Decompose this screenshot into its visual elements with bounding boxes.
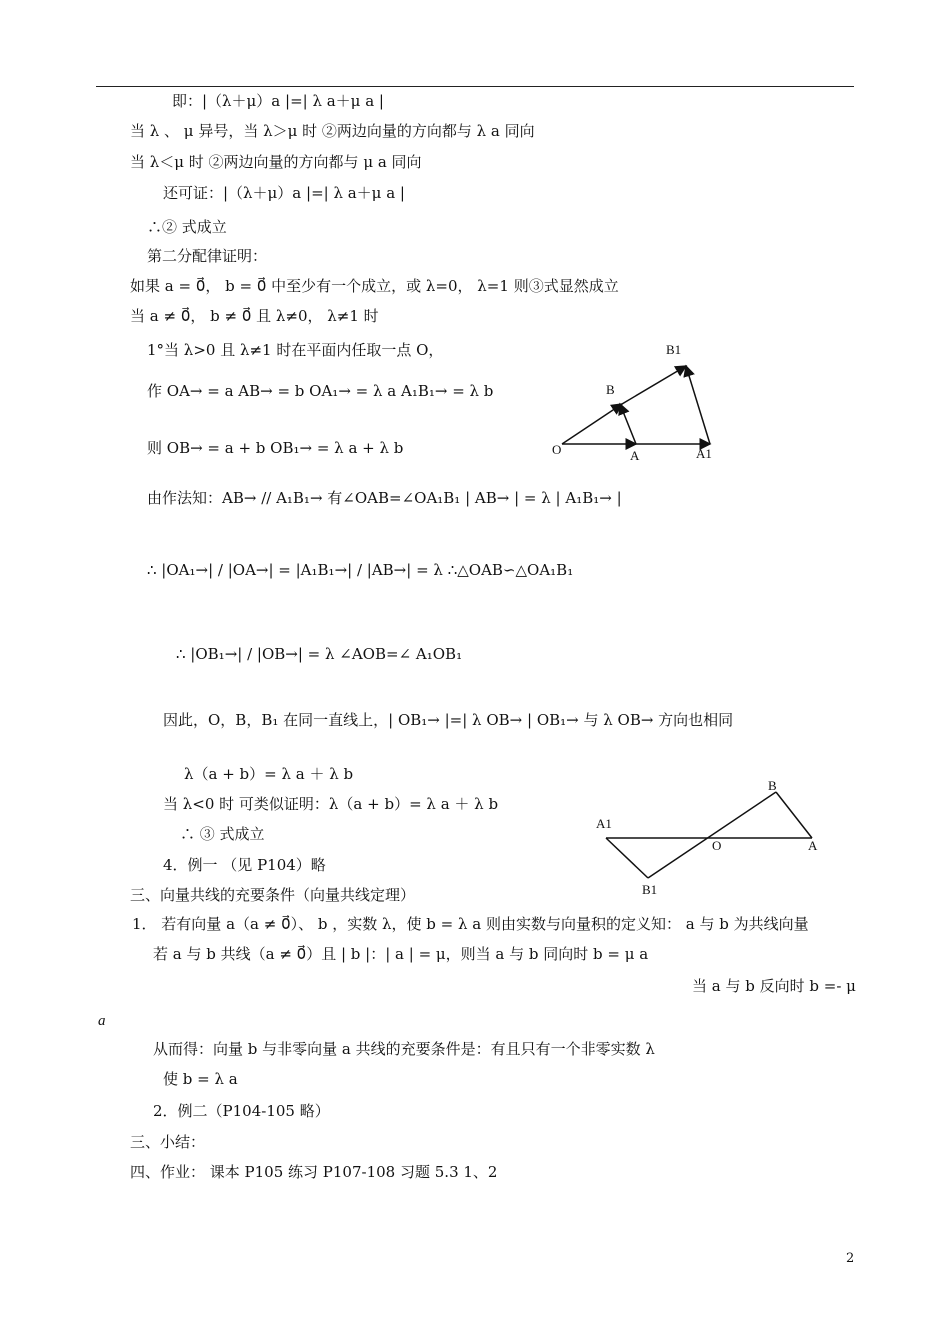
text-line-4: 还可证：|（λ＋μ）a |=| λ a＋μ a | [163,184,405,202]
header-rule [96,86,854,87]
label-a1: A1 [696,446,712,461]
text-line-21: 1． 若有向量 a（a ≠ 0⃗）、 b ，实数 λ，使 b = λ a 则由实数与向量积的定义知： a 与 b 为共线向量 [132,915,809,933]
figure-triangle-negative [590,778,830,902]
text-line-6: 第二分配律证明： [147,247,268,265]
text-line-3: 当 λ＜μ 时 ②两边向量的方向都与 μ a 同向 [130,153,422,171]
vector-a1b1 [686,366,710,444]
text-line-25: 从而得：向量 b 与非零向量 a 共线的充要条件是：有且只有一个非零实数 λ [153,1040,655,1058]
text-line-13: ∴ |OA₁→| / |OA→| = |A₁B₁→| / |AB→| = λ ∴△OAB∽△OA₁B₁ [147,561,574,579]
text-line-16: λ（a + b）= λ a ＋ λ b [184,765,354,783]
text-line-11: 则 OB→ = a + b OB₁→ = λ a + λ b [147,439,404,457]
label-b1: B1 [666,342,682,357]
label-o: O [552,442,562,457]
text-line-10: 作 OA→ = a AB→ = b OA₁→ = λ a A₁B₁→ = λ b [147,382,494,400]
line-a1-b1 [606,838,648,878]
text-line-8: 当 a ≠ 0⃗， b ≠ 0⃗ 且 λ≠0， λ≠1 时 [130,307,379,325]
text-line-29: 四、作业： 课本 P105 练习 P107-108 习题 5.3 1、2 [130,1163,498,1181]
text-line-20: 三、向量共线的充要条件（向量共线定理） [130,886,416,904]
line-b-a [776,792,812,838]
text-line-28: 三、小结： [130,1133,206,1151]
label-o: O [712,838,722,853]
text-line-2: 当 λ 、 μ 异号，当 λ＞μ 时 ②两边向量的方向都与 λ a 同向 [130,122,535,140]
text-line-18: ∴ ③ 式成立 [180,825,265,843]
line-b1-b [648,792,776,878]
text-line-12: 由作法知：AB→ // A₁B₁→ 有∠OAB=∠OA₁B₁ | AB→ | = λ | A₁B₁→ | [147,489,622,507]
vector-ob [562,404,622,444]
label-a: A [808,838,818,853]
label-b: B [606,382,615,397]
text-line-26: 使 b = λ a [163,1070,238,1088]
label-b1: B1 [642,882,658,897]
text-line-27: 2．例二（P104-105 略） [153,1102,330,1120]
text-line-15: 因此，O，B，B₁ 在同一直线上，| OB₁→ |=| λ OB→ | OB₁→ 与 λ OB→ 方向也相同 [163,711,734,729]
text-line-22: 若 a 与 b 共线（a ≠ 0⃗）且 | b |：| a | = μ，则当 a 与 b 同向时 b = μ a [153,945,649,963]
text-line-7: 如果 a = 0⃗， b = 0⃗ 中至少有一个成立，或 λ=0， λ=1 则③式显然成立 [130,277,619,295]
label-a: A [630,448,640,463]
label-a1: A1 [596,816,612,831]
text-line-19: 4．例一 （见 P104）略 [163,856,326,874]
vector-ab [620,404,636,444]
text-line-9: 1°当 λ>0 且 λ≠1 时在平面内任取一点 O， [147,341,444,359]
text-line-5: ∴② 式成立 [147,218,227,236]
text-line-17: 当 λ<0 时 可类似证明：λ（a + b）= λ a ＋ λ b [163,795,499,813]
vector-b-b1 [622,366,686,404]
text-line-1: 即：|（λ＋μ）a |=| λ a＋μ a | [172,92,384,110]
text-line-24: a [98,1013,106,1029]
figure-triangle-positive [540,338,730,468]
text-line-23: 当 a 与 b 反向时 b =- μ [692,977,856,995]
page-number: 2 [846,1251,855,1266]
label-b: B [768,778,777,793]
text-line-14: ∴ |OB₁→| / |OB→| = λ ∠AOB=∠ A₁OB₁ [176,645,463,663]
